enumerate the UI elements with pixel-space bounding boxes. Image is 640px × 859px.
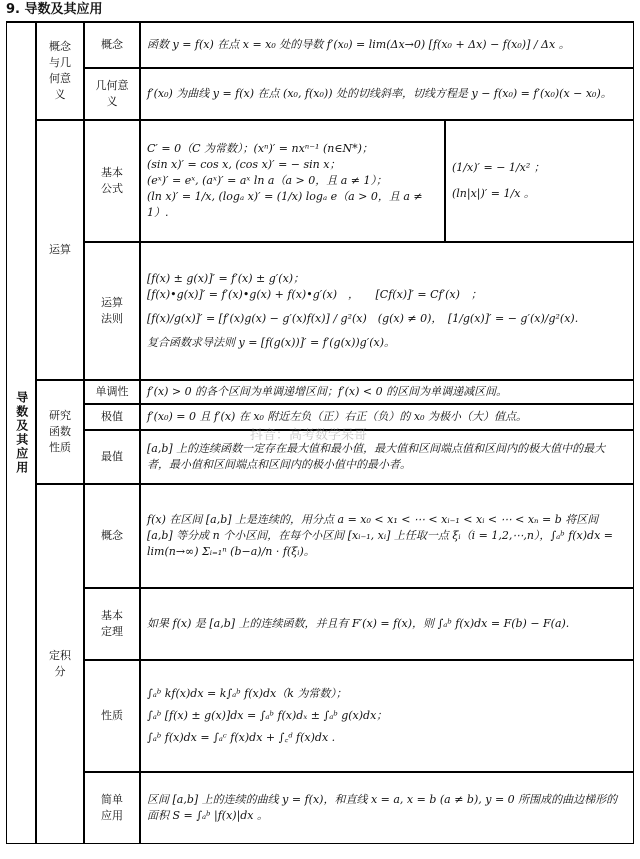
fundamental-theorem-label: 基本定理	[84, 588, 140, 660]
rules-content	[140, 242, 634, 380]
formula-line: (ln x)′ = 1/x, (logₐ x)′ = (1/x) logₐ e（a > 0，且 a ≠ 1）.	[147, 189, 423, 219]
basic-formulas-label: 基本公式	[84, 120, 140, 242]
concept-definition: 函数 y = f(x) 在点 x = x₀ 处的导数 f′(x₀) = lim(Δx→0) [f(x₀ + Δx) − f(x₀)] / Δx 。	[140, 22, 634, 68]
property-line: ∫ₐᵇ [f(x) ± g(x)]dx = ∫ₐᵇ f(x)dₓ ± ∫ₐᵇ g(x)dx；	[147, 709, 388, 723]
ops-group-label: 运算	[36, 120, 84, 380]
monotonic-content: f′(x) > 0 的各个区间为单调递增区间；f′(x) < 0 的区间为单调递减区间。	[140, 380, 634, 404]
geometry-meaning: f′(x₀) 为曲线 y = f(x) 在点 (x₀, f(x₀)) 处的切线斜率，切线方程是 y − f(x₀) = f′(x₀)(x − x₀)。	[140, 68, 634, 120]
rule-line: [f(x) ± g(x)]′ = f′(x) ± g′(x)；	[147, 272, 305, 286]
basic-formulas-left	[140, 120, 445, 242]
section-title: 9. 导数及其应用	[6, 1, 634, 23]
application-content: 区间 [a,b] 上的连续的曲线 y = f(x)，和直线 x = a, x = b (a ≠ b), y = 0 所围成的曲边梯形的面积 S = ∫ₐᵇ |f(x)|dx 。	[140, 772, 634, 844]
property-line: ∫ₐᵇ kf(x)dx = k∫ₐᵇ f(x)dx（k 为常数）；	[147, 687, 347, 701]
watermark: 抖音：高考数学呆哥	[250, 428, 368, 443]
main-label-cell	[6, 22, 36, 844]
property-line: ∫ₐᵇ f(x)dx = ∫ₐᶜ f(x)dx + ∫꜀ᵈ f(x)dx .	[147, 730, 336, 744]
fundamental-theorem-content: 如果 f(x) 是 [a,b] 上的连续函数，并且有 F′(x) = f(x)，则 ∫ₐᵇ f(x)dx = F(b) − F(a).	[140, 588, 634, 660]
properties-content	[140, 660, 634, 772]
study-group-label: 研究函数性质	[36, 380, 84, 484]
rule-line: [f(x)•g(x)]′ = f′(x)•g(x) + f(x)•g′(x) ， [Cf(x)]′ = Cf′(x) ；	[147, 288, 482, 302]
rule-line: 复合函数求导法则 y = [f(g(x))]′ = f′(g(x))g′(x)。	[147, 335, 395, 349]
formula-line: (eˣ)′ = eˣ, (aˣ)′ = aˣ ln a（a > 0，且 a ≠ 1）；	[147, 174, 388, 188]
integral-concept-label: 概念	[84, 484, 140, 588]
formula-line: (1/x)′ = − 1/x² ；	[452, 161, 545, 175]
rules-label: 运算法则	[84, 242, 140, 380]
extremum-label: 极值	[84, 404, 140, 430]
max-min-label: 最值	[84, 430, 140, 484]
concept-row-label: 概念	[84, 22, 140, 68]
rule-line: [f(x)/g(x)]′ = [f′(x)g(x) − g′(x)f(x)] / g²(x) (g(x) ≠ 0)， [1/g(x)]′ = − g′(x)/g²(x).	[147, 312, 579, 325]
formula-line: C′ = 0（C 为常数）；(xⁿ)′ = nxⁿ⁻¹ (n∈N*)；	[147, 142, 373, 156]
concept-group-label: 概念与几何意义	[36, 22, 84, 120]
max-min-content: [a,b] 上的连续函数一定存在最大值和最小值，最大值和区间端点值和区间内的极大值中的最大者，最小值和区间端点和区间内的极小值中的最小者。	[140, 430, 634, 484]
basic-formulas-right	[445, 120, 634, 242]
integral-concept-content: f(x) 在区间 [a,b] 上是连续的，用分点 a = x₀ < x₁ < ⋯ < xᵢ₋₁ < xᵢ < ⋯ < xₙ = b 将区间 [a,b] 等分成 n 个小区间，在每个小区间 [xᵢ₋₁, xᵢ] 上任取一点 ξᵢ（i = 1,2,⋯,n），∫ₐᵇ f(x)dx = lim(n→∞) Σᵢ₌₁ⁿ (b−a)/n · f(ξᵢ)。	[140, 484, 634, 588]
geometry-row-label: 几何意义	[84, 68, 140, 120]
extremum-content: f′(x₀) = 0 且 f′(x) 在 x₀ 附近左负（正）右正（负）的 x₀ 为极小（大）值点。	[140, 404, 634, 430]
formula-line: (sin x)′ = cos x, (cos x)′ = − sin x；	[147, 158, 341, 172]
application-label: 简单应用	[84, 772, 140, 844]
formula-line: (ln|x|)′ = 1/x 。	[452, 187, 535, 200]
integral-group-label: 定积分	[36, 484, 84, 844]
main-label: 导数及其应用	[14, 391, 29, 475]
monotonic-label: 单调性	[84, 380, 140, 404]
properties-label: 性质	[84, 660, 140, 772]
